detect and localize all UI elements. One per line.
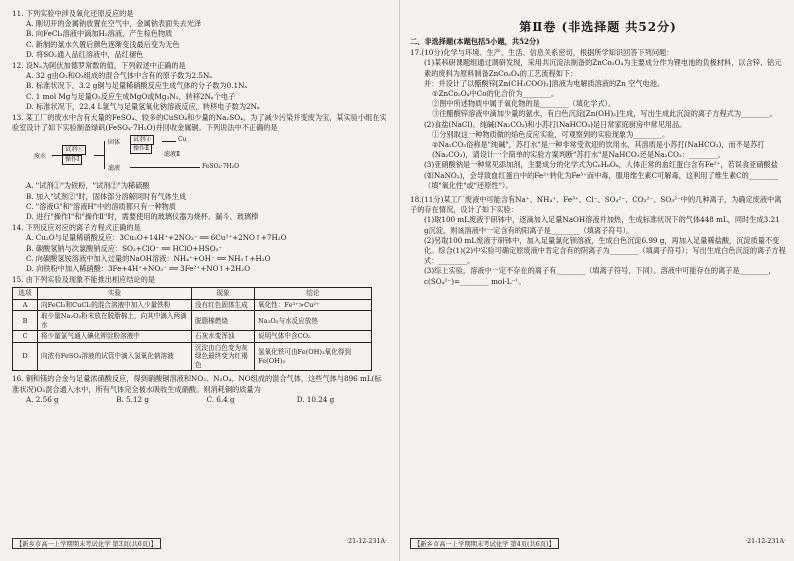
q11-option-c: C. 新制的氯水久置后颜色逐渐变浅最后变为无色: [26, 39, 180, 49]
q17-sub4: ①分别取这一种物质做的焰色反应实验，可观察到的实验现象为________。: [432, 129, 670, 139]
table-cell: 说明气体中含CO₂: [255, 331, 372, 343]
table-cell: 氢氧化铁可由Fe(OH)₂氧化得到Fe(OH)₃: [255, 342, 372, 371]
q13-option-c: C. "溶液G"和"溶液H"中的溶质都只有一种物质: [26, 201, 177, 211]
q17-part1: (1)某科研课题组通过调研发现，采用共沉淀法制备的ZnCo₂O₄为主要成分作为锂电池的负极材料，以含锌、钴元素的废料为原料制备ZnCo₂O₄的工艺流程如下：: [424, 58, 782, 78]
q16-option-a: A. 2.56 g: [26, 394, 59, 404]
q15-stem: 15. 由下列实验及现象不能推出相应结论的是: [12, 275, 156, 285]
left-page: [12, 8, 387, 553]
table-cell: A: [13, 299, 38, 311]
q17-part2: (2)食盐(NaCl)、纯碱(Na₂CO₃)和小苏打(NaHCO₃)是日常家庭厨房中常见用品。: [424, 119, 687, 129]
q17-part1b: 并：并设计了以醋酸锌[Zn(CH₃COO)₂]溶液为电解质溶液的Zn 空气电池。: [424, 78, 665, 88]
diagram-reagent1: 试剂①: [62, 145, 86, 155]
q16-options: [12, 395, 387, 405]
diagram-reagent2: 试剂②: [130, 135, 154, 145]
q11-option-a: A. 刚切开的金属钠放置在空气中，金属钠表面失去光泽: [26, 19, 202, 29]
table-cell: 氧化性：Fe³⁺>Cu²⁺: [255, 299, 372, 311]
q17-part3: (3)亚硝酸钠是一种常见添加剂，主要成分的化学式为C₆H₈O₆，人体正常的血红蛋白含有Fe²⁺，若误食亚硝酸盐(如NaNO₂)，会导致血红蛋白中的Fe²⁺转化为Fe³⁺而中毒，服用维生素C可解毒，这利用了维生素C的________（填"氧化性"或"还原性"）。: [424, 160, 778, 190]
q14-option-d: D. 向铁粉中加入稀硝酸：3Fe+4H⁺+NO₃⁻ ══ 3Fe²⁺+NO↑+2H₂O: [26, 264, 251, 274]
right-page: [410, 8, 786, 553]
q11-option-d: D. 将SO₂通入品红溶液中，品红褪色: [26, 49, 144, 59]
q12-option-b: B. 标准状况下，3.2 g铜与足量稀硝酸反应生成气体的分子数为0.1Nₐ: [26, 81, 248, 91]
q16-option-c: C. 6.4 g: [206, 394, 235, 404]
q18-sub1: (1)取100 mL废液于研钵中，逐滴加入足量NaOH溶液并加热，生成标准状况下的气体448 mL，同时生成3.21 g沉淀，则该溶液中一定含有的阳离子是________（填离子符号）。: [424, 215, 780, 235]
table-header: 实验: [38, 288, 192, 300]
table-cell: 脱脂棉燃烧: [192, 311, 255, 331]
right-footer-title: 【新乡市高一上学期期末考试化学 第4页(共6页)】: [410, 538, 559, 549]
diagram-solid: 固体: [108, 139, 121, 147]
section-title: 二、非选择题(本题包括5小题，共52分): [410, 37, 540, 46]
q17-sub5: ②Na₂CO₃俗称是"纯碱"，苏打水"是一种非常受欢迎的饮用水，其溶质是小苏打(NaHCO₃)，而不是苏打(Na₂CO₃)，请设计一个简单的实验方案判断"苏打水"是NaHCO₃还是Na₂CO₃：________。: [432, 140, 765, 160]
q18-sub3: (3)综上实验，溶液中一定不存在的离子有________（填离子符号，下同）。溶液中可能存在的离子是________，c(SO₄²⁻)=________ mol·L⁻¹。: [424, 266, 776, 286]
q16-option-d: D. 10.24 g: [296, 394, 335, 404]
q14-option-a: A. Cu₂O与足量稀硝酸反应：3Cu₂O+14H⁺+2NO₃⁻ ══ 6Cu²⁺+2NO↑+7H₂O: [26, 233, 287, 243]
q15-table: [12, 287, 372, 371]
q18-sub2: (2)另取100 mL废液于研钵中，加入足量氯化钡溶液，生成白色沉淀6.99 g，再加入足量稀盐酸，沉淀质量不变化。综合(1)(2)中实验可确定原废液中肯定含有的阴离子为________（填离子符号）；写出生成白色沉淀的离子方程式：________。: [424, 235, 786, 266]
table-cell: C: [13, 331, 38, 343]
q14-option-b: B. 碳酸氢钠与次氯酸钠反应：SO₂+ClO⁻ ══ HClO+HSO₃⁻: [26, 243, 223, 253]
q13-option-b: B. 加入"试剂②"时，固体部分溶解同时有气体生成: [26, 191, 187, 201]
diagram-op2: 操作Ⅱ: [130, 144, 152, 154]
q14-stem: 14. 下列反应对应的离子方程式正确的是: [12, 223, 141, 233]
table-row: [13, 311, 372, 331]
q16-option-b: B. 5.12 g: [116, 394, 149, 404]
q17-sub3: ③往醋酸锌溶液中滴加少量的氨水，有白色沉淀[Zn(OH)₂]生成，写出生成此沉淀的离子方程式为________。: [432, 109, 777, 119]
q13-option-d: D. 进行"操作Ⅰ"和"操作Ⅱ"时，需要使用的玻璃仪器为烧杯、漏斗、玻璃棒: [26, 212, 259, 222]
table-cell: 沉淀由白色变为灰绿色最终变为红褐色: [192, 342, 255, 371]
q12-option-a: A. 32 g由O₂和O₃组成的混合气体中含有的原子数为2.5Nₐ: [26, 71, 213, 81]
q17-stem: 17.(10分)化学与环境、生产、生活、信息关系密切，根据所学知识回答下列问题：: [410, 48, 674, 58]
q17-sub1: ①ZnCo₂O₄中Co的化合价为________。: [432, 89, 559, 99]
q18-stem: 18.(11分)某工厂废液中可能含有Na⁺、NH₄⁺、Fe³⁺、Cl⁻、SO₄²⁻、CO₃²⁻、SO₃²⁻中的几种离子，为确定废液中离子的存在情况，设计了如下实验：: [410, 195, 782, 215]
q12-stem: 12. 设Nₐ为阿伏加德罗常数的值，下列叙述中正确的是: [12, 61, 186, 71]
table-cell: 将少量氯气通入碘化钾淀粉溶液中: [38, 331, 192, 343]
q17-sub2: ②图中所述物质中属于氧化物的是________（填化学式）。: [432, 99, 616, 109]
diagram-product: FeSO₄·7H₂O: [202, 163, 240, 171]
left-footer-title: 【新乡市高一上学期期末考试化学 第3页(共6页)】: [12, 538, 161, 549]
diagram-cu: Cu: [178, 136, 187, 144]
q12-option-c: C. 1 mol Mg与足量O₂反应生成MgO或Mg₃N₂，转移2Nₐ个电子: [26, 91, 236, 101]
diagram-waste: 废水: [34, 153, 47, 161]
left-footer-code: ·21-12-231A·: [346, 538, 387, 545]
table-cell: 取少量Na₂O₂粉末放在脱脂棉上，向其中滴入两滴水: [38, 311, 192, 331]
table-header: 选项: [13, 288, 38, 300]
table-header: 结论: [255, 288, 372, 300]
diagram-filtrate: 滤液: [108, 165, 121, 173]
left-footer: [12, 538, 387, 549]
right-footer-code: ·21-12-231A·: [745, 538, 786, 545]
diagram-filtrate2: 滤液Ⅱ: [164, 151, 181, 159]
right-footer: [410, 538, 786, 549]
table-cell: 向FeCl₃和CuCl₂的混合溶液中加入少量铁粉: [38, 299, 192, 311]
table-header-row: [13, 288, 372, 300]
diagram-op1: 操作Ⅰ: [62, 155, 82, 165]
q11-option-b: B. 向FeCl₃溶液中滴加H₂溶液，产生棕色物质: [26, 29, 173, 39]
table-cell: 没有红色固体生成: [192, 299, 255, 311]
table-row: [13, 342, 372, 371]
q12-option-d: D. 标准状况下，22.4 L氯气与足量氢氧化钠溶液反应，转移电子数为2Nₐ: [26, 101, 260, 111]
q11-stem: 11. 下列实验中涉及氧化还原反应的是: [12, 9, 134, 18]
table-cell: B: [13, 311, 38, 331]
table-cell: 石灰水变浑浊: [192, 331, 255, 343]
q13-flow-diagram: [32, 135, 252, 177]
part2-title: 第Ⅱ卷 (非选择题 共52分): [519, 20, 677, 34]
q16-stem: 16. 铜和镁的合金与足量浓硝酸反应，得到硝酸铜溶液和NO₂、N₂O₄、NO组成的混合气体，这些气体与896 mL(标准状况)O₂混合通入水中，所有气体完全被水吸收生成硝酸。则消耗铜的质量为: [12, 374, 382, 394]
table-row: [13, 299, 372, 311]
table-row: [13, 331, 372, 343]
q13-stem: 13. 某工厂的废水中含有大量的FeSO₄、较多的CuSO₄和少量的Na₂SO₄。为了减少污染并变废为宝，某实验小组在实验室设计了如下实验制备绿矾(FeSO₄·7H₂O)并回收金属铜。下列说法中不正确的是: [12, 113, 387, 133]
q13-option-a: A. "试剂①"为铁粉，"试剂②"为稀硫酸: [26, 181, 150, 191]
q14-option-c: C. 向碳酸氢铵溶液中加入过量的NaOH溶液：NH₄⁺+OH⁻ ══ NH₃↑+H₂O: [26, 253, 271, 263]
table-cell: 向浓有FeSO₄溶液的试管中滴入氢氧化钠溶液: [38, 342, 192, 371]
table-header: 现象: [192, 288, 255, 300]
table-cell: Na₂O₂与水反应放热: [255, 311, 372, 331]
table-cell: D: [13, 342, 38, 371]
page-divider: [399, 0, 400, 561]
